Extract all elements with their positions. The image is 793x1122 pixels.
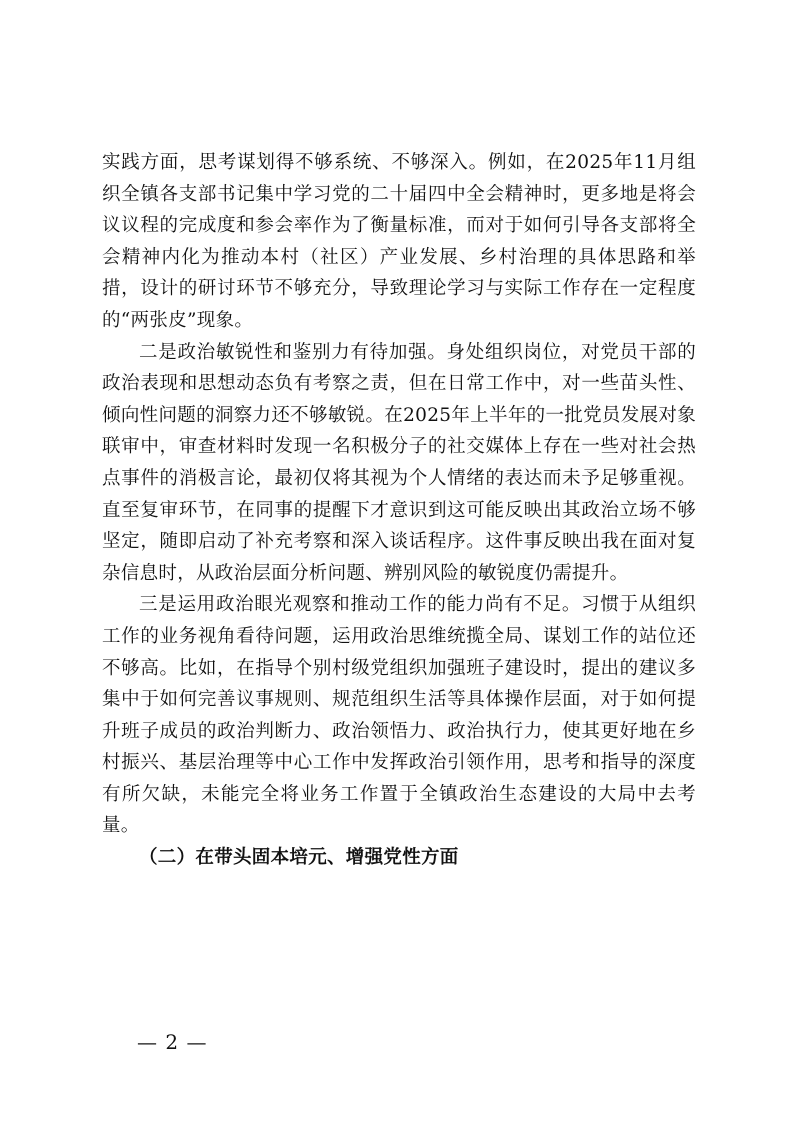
paragraph-political-vision: 三是运用政治眼光观察和推动工作的能力尚有不足。习惯于从组织工作的业务视角看待问题，运用政治思维统揽全局、谋划工作的站位还不够高。比如，在指导个别村级党组织加强班子建设时，提出的建议多集中于如何完善议事规则、规范组织生活等具体操作层面，对于如何提升班子成员的政治判断力、政治领悟力、政治执行力，使其更好地在乡村振兴、基层治理等中心工作中发挥政治引领作用，思考和指导的深度有所欠缺，未能完全将业务工作置于全镇政治生态建设的大局中去考量。 bbox=[102, 594, 696, 837]
paragraph-political-sensitivity: 二是政治敏锐性和鉴别力有待加强。身处组织岗位，对党员干部的政治表现和思想动态负有考察之责，但在日常工作中，对一些苗头性、倾向性问题的洞察力还不够敏锐。在2025年上半年的一批党员发展对象联审中，审查材料时发现一名积极分子的社交媒体上存在一些对社会热点事件的消极言论，最初仅将其视为个人情绪的表达而未予足够重视。直至复审环节，在同事的提醒下才意识到这可能反映出其政治立场不够坚定，随即启动了补充考察和深入谈话程序。这件事反映出我在面对复杂信息时，从政治层面分析问题、辨别风险的敏锐度仍需提升。 bbox=[102, 341, 696, 584]
paragraph-continuation: 实践方面，思考谋划得不够系统、不够深入。例如，在2025年11月组织全镇各支部书记集中学习党的二十届四中全会精神时，更多地是将会议议程的完成度和参会率作为了衡量标准，而对于如何引导各支部将全会精神内化为推动本村（社区）产业发展、乡村治理的具体思路和举措，设计的研讨环节不够充分，导致理论学习与实际工作存在一定程度的“两张皮”现象。 bbox=[102, 152, 696, 331]
section-heading: （二）在带头固本培元、增强党性方面 bbox=[139, 847, 459, 869]
page-number: — 2 — bbox=[137, 1030, 208, 1054]
document-body bbox=[102, 147, 696, 874]
